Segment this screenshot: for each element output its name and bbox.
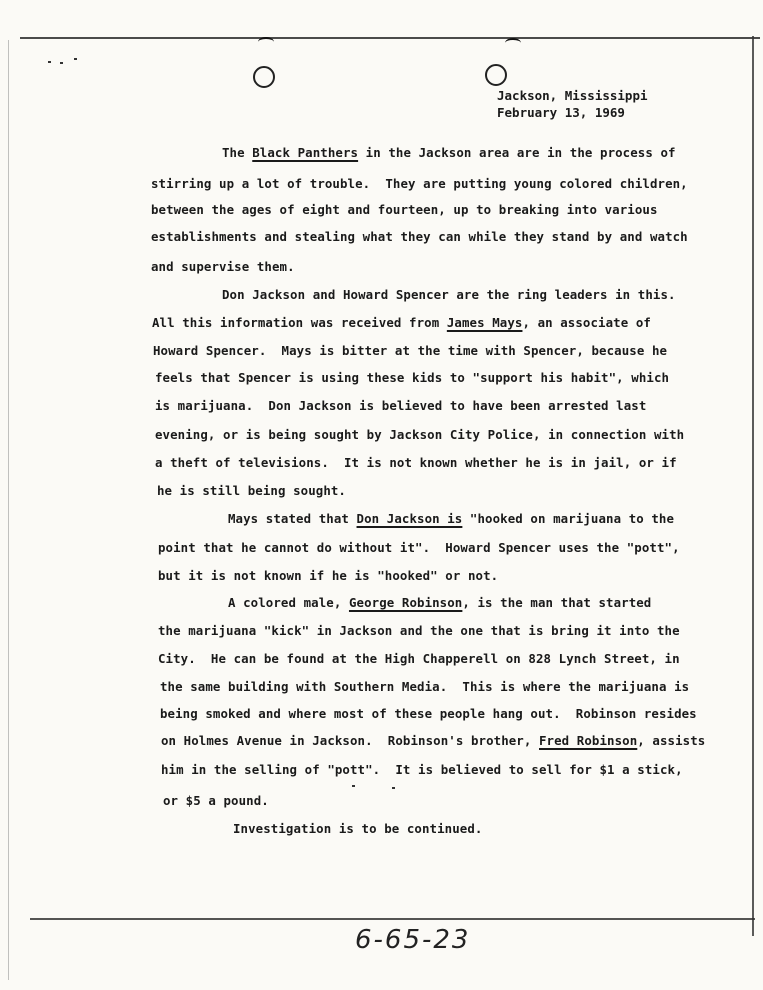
memo-line (160, 679, 689, 694)
binding-mark-left (258, 37, 274, 47)
dateline-date: February 13, 1969 (497, 105, 625, 120)
memo-text: feels that Spencer is using these kids to "support his habit", which (155, 370, 670, 385)
memo-line (161, 733, 705, 748)
memo-text: a theft of televisions. It is not known whether he is in jail, or if (155, 455, 677, 470)
memo-line (151, 202, 658, 217)
memo-text: being smoked and where most of these people hang out. Robinson resides (160, 706, 697, 721)
memo-line (163, 793, 269, 808)
memo-text: is marijuana. Don Jackson is believed to have been arrested last (155, 398, 647, 413)
memo-line (161, 762, 683, 777)
memo-line (151, 259, 295, 274)
memo-text: him in the selling of "pott". It is believed to sell for $1 a stick, (161, 762, 683, 777)
right-edge-line (752, 36, 754, 936)
punch-hole-left (253, 66, 275, 88)
memo-line (228, 511, 674, 526)
memo-line (222, 145, 676, 160)
memo-text: Investigation is to be continued. (233, 821, 483, 836)
memo-text: City. He can be found at the High Chapperell on 828 Lynch Street, in (158, 651, 680, 666)
memo-text: point that he cannot do without it". Howard Spencer uses the "pott", (158, 540, 680, 555)
memo-line (155, 370, 669, 385)
memo-text: between the ages of eight and fourteen, up to breaking into various (151, 202, 658, 217)
memo-text: evening, or is being sought by Jackson City Police, in connection with (155, 427, 685, 442)
memo-line (222, 287, 676, 302)
memo-text: stirring up a lot of trouble. They are putting young colored children, (151, 176, 688, 191)
memo-text: Mays stated that (228, 511, 357, 526)
speck (74, 58, 77, 60)
memo-line (158, 651, 680, 666)
memo-text: the marijuana "kick" in Jackson and the one that is bring it into the (158, 623, 680, 638)
dateline-place: Jackson, Mississippi (497, 88, 648, 103)
memo-line (158, 623, 680, 638)
memo-text: in the Jackson area are in the process of (358, 145, 676, 160)
memo-text: or $5 a pound. (163, 793, 269, 808)
left-edge-line (8, 40, 9, 980)
memo-text: , assists (637, 733, 706, 748)
memo-line (228, 595, 651, 610)
memo-text: "hooked on marijuana to the (462, 511, 675, 526)
underlined-name: Black Panthers (252, 145, 359, 160)
memo-line (155, 455, 677, 470)
handwritten-file-number: 6-65-23 (355, 925, 471, 955)
memo-line (155, 427, 684, 442)
memo-text: All this information was received from (152, 315, 447, 330)
memo-text: and supervise them. (151, 259, 295, 274)
underlined-name: Fred Robinson (539, 733, 638, 748)
memo-text: he is still being sought. (157, 483, 346, 498)
memo-line (155, 398, 646, 413)
speck (352, 785, 355, 787)
memo-line (152, 315, 651, 330)
binding-mark-right (505, 38, 521, 48)
underlined-name: Don Jackson is (356, 511, 463, 526)
top-edge-line (20, 37, 760, 39)
speck (48, 61, 51, 63)
memo-text: A colored male, (228, 595, 349, 610)
dateline (497, 87, 648, 121)
memo-line (153, 343, 667, 358)
memo-text: establishments and stealing what they can while they stand by and watch (151, 229, 688, 244)
speck (392, 787, 395, 789)
underlined-name: James Mays (446, 315, 523, 330)
memo-text: , an associate of (522, 315, 651, 330)
memo-line (151, 229, 688, 244)
memo-line (233, 821, 482, 836)
memo-line (160, 706, 697, 721)
memo-text: but it is not known if he is "hooked" or not. (158, 568, 499, 583)
memo-text: on Holmes Avenue in Jackson. Robinson's brother, (161, 733, 539, 748)
memo-text: The (222, 145, 253, 160)
memo-text: , is the man that started (462, 595, 652, 610)
memo-line (151, 176, 688, 191)
memo-line (158, 568, 498, 583)
memo-text: Don Jackson and Howard Spencer are the ring leaders in this. (222, 287, 676, 302)
bottom-edge-line (30, 918, 755, 920)
memo-text: Howard Spencer. Mays is bitter at the time with Spencer, because he (153, 343, 668, 358)
memo-line (158, 540, 680, 555)
memo-line (157, 483, 346, 498)
memo-text: the same building with Southern Media. This is where the marijuana is (160, 679, 690, 694)
speck (60, 62, 63, 64)
underlined-name: George Robinson (348, 595, 463, 610)
punch-hole-right (485, 64, 507, 86)
